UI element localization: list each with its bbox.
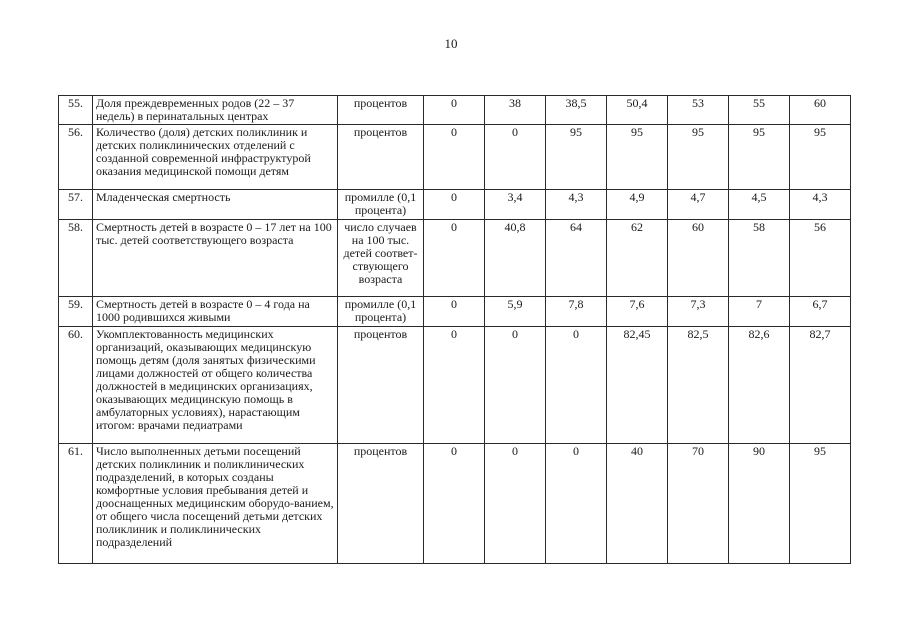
value-cell: 95 <box>790 444 851 564</box>
value-cell: 38,5 <box>546 96 607 125</box>
value-cell: 3,4 <box>485 190 546 220</box>
value-cell: 50,4 <box>607 96 668 125</box>
indicator-name: Смертность детей в возрасте 0 – 4 года на 1000 родившихся живыми <box>93 297 338 327</box>
row-number: 58. <box>59 220 93 297</box>
row-number: 57. <box>59 190 93 220</box>
unit-of-measure: процентов <box>338 96 424 125</box>
value-cell: 0 <box>424 444 485 564</box>
value-cell: 60 <box>790 96 851 125</box>
value-cell: 7 <box>729 297 790 327</box>
row-number: 60. <box>59 327 93 444</box>
indicators-table <box>58 95 851 564</box>
indicator-name: Доля преждевременных родов (22 – 37 недель) в перинатальных центрах <box>93 96 338 125</box>
unit-of-measure: процентов <box>338 125 424 190</box>
value-cell: 0 <box>424 327 485 444</box>
unit-of-measure: процентов <box>338 444 424 564</box>
value-cell: 0 <box>424 125 485 190</box>
value-cell: 7,8 <box>546 297 607 327</box>
value-cell: 0 <box>424 96 485 125</box>
value-cell: 6,7 <box>790 297 851 327</box>
value-cell: 95 <box>546 125 607 190</box>
value-cell: 40 <box>607 444 668 564</box>
value-cell: 62 <box>607 220 668 297</box>
value-cell: 5,9 <box>485 297 546 327</box>
value-cell: 7,3 <box>668 297 729 327</box>
value-cell: 53 <box>668 96 729 125</box>
row-number: 55. <box>59 96 93 125</box>
value-cell: 82,5 <box>668 327 729 444</box>
value-cell: 7,6 <box>607 297 668 327</box>
value-cell: 38 <box>485 96 546 125</box>
unit-of-measure: промилле (0,1 процента) <box>338 297 424 327</box>
value-cell: 58 <box>729 220 790 297</box>
value-cell: 0 <box>485 327 546 444</box>
value-cell: 90 <box>729 444 790 564</box>
value-cell: 55 <box>729 96 790 125</box>
indicator-name: Младенческая смертность <box>93 190 338 220</box>
page-number: 10 <box>444 36 458 51</box>
value-cell: 82,45 <box>607 327 668 444</box>
value-cell: 4,5 <box>729 190 790 220</box>
value-cell: 0 <box>546 444 607 564</box>
indicator-name: Укомплектованность медицинских организаций, оказывающих медицинскую помощь детям (доля занятых физическими лицами должностей от общего количества должностей в медицинских организациях, оказывающих медицинскую помощь в амбулаторных условиях), нарастающим итогом: врачами педиатрами <box>93 327 338 444</box>
table-row <box>59 190 851 220</box>
unit-of-measure: промилле (0,1 процента) <box>338 190 424 220</box>
value-cell: 70 <box>668 444 729 564</box>
value-cell: 4,3 <box>790 190 851 220</box>
value-cell: 0 <box>485 125 546 190</box>
value-cell: 0 <box>424 297 485 327</box>
unit-of-measure: число случаев на 100 тыс. детей соответ-ствующего возраста <box>338 220 424 297</box>
value-cell: 4,3 <box>546 190 607 220</box>
value-cell: 56 <box>790 220 851 297</box>
indicator-name: Число выполненных детьми посещений детских поликлиник и поликлинических подразделений, в которых созданы комфортные условия пребывания детей и дооснащенных медицинским оборудо-ванием, от общего числа посещений детьми детских поликлиник и поликлинических подразделений <box>93 444 338 564</box>
table-row <box>59 444 851 564</box>
value-cell: 82,6 <box>729 327 790 444</box>
unit-of-measure: процентов <box>338 327 424 444</box>
row-number: 56. <box>59 125 93 190</box>
row-number: 61. <box>59 444 93 564</box>
table-row <box>59 125 851 190</box>
value-cell: 95 <box>790 125 851 190</box>
value-cell: 95 <box>729 125 790 190</box>
row-number: 59. <box>59 297 93 327</box>
value-cell: 95 <box>668 125 729 190</box>
value-cell: 64 <box>546 220 607 297</box>
table-row <box>59 297 851 327</box>
indicator-name: Смертность детей в возрасте 0 – 17 лет на 100 тыс. детей соответствующего возраста <box>93 220 338 297</box>
table-row <box>59 327 851 444</box>
value-cell: 40,8 <box>485 220 546 297</box>
value-cell: 0 <box>424 190 485 220</box>
value-cell: 60 <box>668 220 729 297</box>
indicator-name: Количество (доля) детских поликлиник и детских поликлинических отделений с созданной современной инфраструктурой оказания медицинской помощи детям <box>93 125 338 190</box>
value-cell: 4,9 <box>607 190 668 220</box>
value-cell: 82,7 <box>790 327 851 444</box>
table-row <box>59 96 851 125</box>
value-cell: 0 <box>546 327 607 444</box>
value-cell: 0 <box>424 220 485 297</box>
value-cell: 95 <box>607 125 668 190</box>
table-row <box>59 220 851 297</box>
value-cell: 0 <box>485 444 546 564</box>
value-cell: 4,7 <box>668 190 729 220</box>
